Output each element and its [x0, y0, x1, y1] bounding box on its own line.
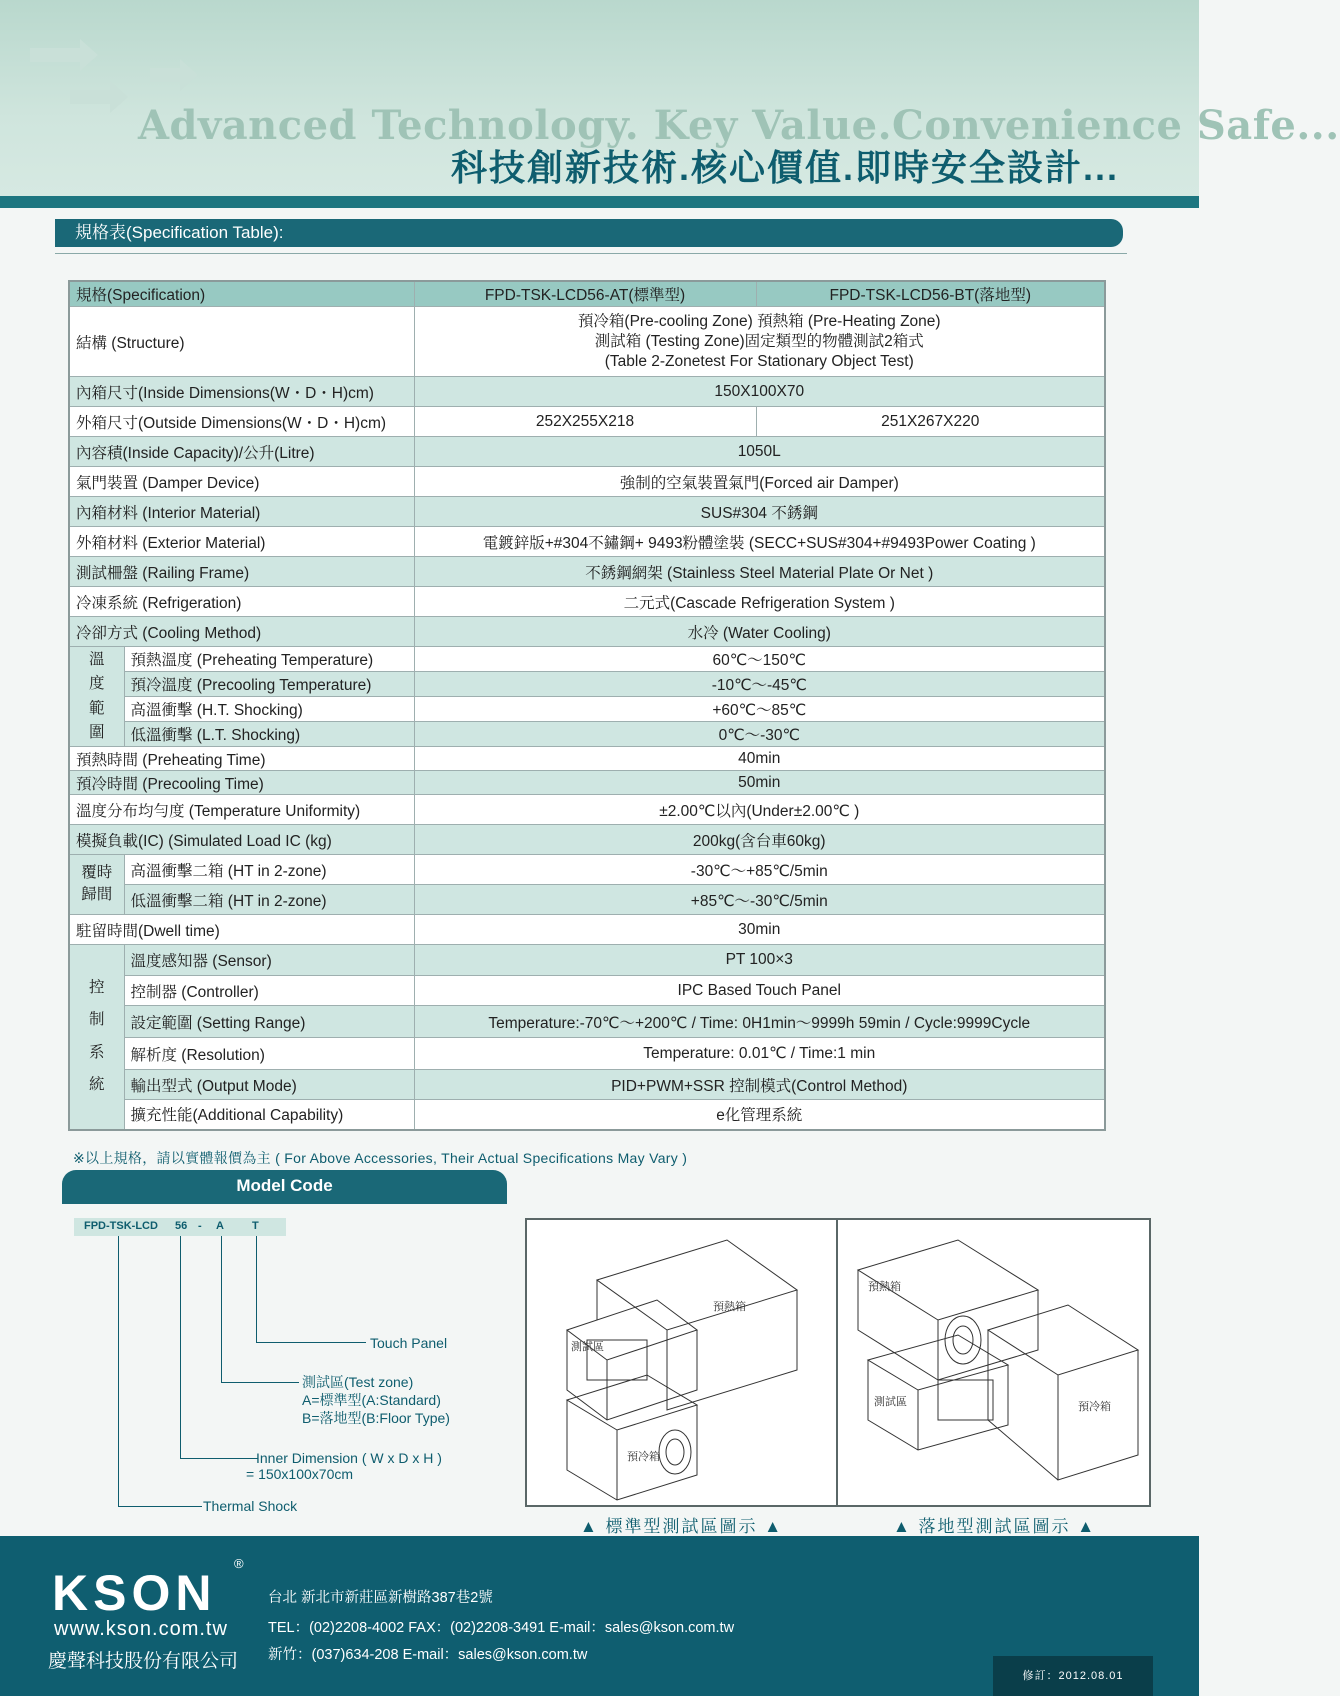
row-value: PID+PWM+SSR 控制模式(Control Method) [414, 1070, 1105, 1100]
spec-table [68, 280, 1106, 1131]
structure-line: (Table 2-Zonetest For Stationary Object Test) [604, 352, 914, 370]
row-label: 測試柵盤 (Railing Frame) [69, 557, 414, 587]
row-value: 40min [414, 747, 1105, 771]
table-header-cell: 規格(Specification) [69, 281, 414, 307]
touch-panel-label: Touch Panel [370, 1335, 448, 1351]
row-value: 60℃～150℃ [414, 647, 1105, 672]
model-code-zone: A [216, 1220, 224, 1232]
row-label: 冷卻方式 (Cooling Method) [69, 617, 414, 647]
row-value: 30min [414, 915, 1105, 945]
row-label: 解析度 (Resolution) [124, 1038, 414, 1070]
row-value: -30℃～+85℃/5min [414, 855, 1105, 885]
table-row [69, 587, 1105, 617]
row-label: 設定範圍 (Setting Range) [124, 1006, 414, 1038]
banner-english-slogan: Advanced Technology. Key Value.Convenience Safe... [138, 102, 1340, 149]
address-line: 台北 新北市新莊區新樹路387巷2號 [268, 1590, 493, 1606]
structure-line: 預冷箱(Pre-cooling Zone) 預熱箱 (Pre-Heating Zone) [577, 312, 941, 330]
divider [62, 1202, 507, 1204]
row-value: 0℃～-30℃ [414, 722, 1105, 747]
row-label: 高溫衝擊 (H.T. Shocking) [124, 697, 414, 722]
control-group-text: 控制系統 [89, 978, 105, 1094]
standard-caption: ▲ 標準型測試區圖示 ▲ [580, 1517, 784, 1536]
table-row [69, 697, 1105, 722]
row-label: 結構 (Structure) [69, 307, 414, 377]
row-value: 水冷 (Water Cooling) [414, 617, 1105, 647]
table-row [69, 915, 1105, 945]
leader-line [221, 1382, 299, 1383]
table-row [69, 945, 1105, 976]
spec-section-title: 規格表(Specification Table): [55, 219, 1123, 247]
row-value: 1050L [414, 437, 1105, 467]
leader-line [118, 1506, 202, 1507]
leader-line [256, 1342, 366, 1343]
table-header-cell: FPD-TSK-LCD56-BT(落地型) [756, 281, 1105, 307]
row-label: 氣門裝置 (Damper Device) [69, 467, 414, 497]
model-code-title: Model Code [62, 1170, 507, 1202]
floor-label-preheat: 預熱箱 [868, 1281, 901, 1293]
banner-chinese-slogan: 科技創新技術.核心價值.即時安全設計... [450, 147, 1119, 188]
leader-line [118, 1236, 119, 1506]
row-value: +60℃～85℃ [414, 697, 1105, 722]
row-label: 外箱材料 (Exterior Material) [69, 527, 414, 557]
model-code-size: 56 [175, 1220, 188, 1232]
row-value: 二元式(Cascade Refrigeration System ) [414, 587, 1105, 617]
leader-line [256, 1236, 257, 1342]
table-row [69, 647, 1105, 672]
table-row [69, 1100, 1105, 1130]
thermal-shock-label: Thermal Shock [203, 1498, 298, 1514]
row-value: 50min [414, 771, 1105, 795]
row-label: 模擬負載(IC) (Simulated Load IC (kg) [69, 825, 414, 855]
contact-line: TEL：(02)2208-4002 FAX：(02)2208-3491 E-mail：sales@kson.com.tw [268, 1620, 735, 1636]
floor-label-precool: 預冷箱 [1078, 1401, 1111, 1413]
inner-dimension-value: = 150x100x70cm [246, 1466, 354, 1482]
model-code-dash: - [198, 1220, 202, 1232]
table-row [69, 885, 1105, 915]
table-row [69, 771, 1105, 795]
website-link[interactable]: www.kson.com.tw [54, 1618, 228, 1640]
company-name: 慶聲科技股份有限公司 [48, 1651, 239, 1672]
row-value: 251X267X220 [756, 407, 1105, 437]
leader-line [221, 1236, 222, 1382]
test-zone-a-label: A=標準型(A:Standard) [302, 1392, 441, 1408]
floor-label-test: 測試區 [874, 1396, 907, 1408]
temp-range-group-text: 溫度範圍 [89, 651, 105, 741]
table-row [69, 795, 1105, 825]
divider [55, 253, 1127, 254]
table-row [69, 1038, 1105, 1070]
banner-stripe [0, 196, 1199, 208]
revision-badge: 修訂：2012.08.01 [993, 1656, 1153, 1696]
table-row [69, 467, 1105, 497]
inner-dimension-label: Inner Dimension ( W x D x H ) [256, 1450, 442, 1466]
arrow-decoration-icon [150, 68, 180, 82]
row-label: 高溫衝擊二箱 (HT in 2-zone) [124, 855, 414, 885]
row-value: 不銹鋼網架 (Stainless Steel Material Plate Or Net ) [414, 557, 1105, 587]
standard-test-zone-drawing [525, 1218, 839, 1507]
row-label: 低溫衝擊二箱 (HT in 2-zone) [124, 885, 414, 915]
leader-line [180, 1236, 181, 1458]
row-value: 電鍍鋅版+#304不鏽鋼+ 9493粉體塗裝 (SECC+SUS#304+#9493Power Coating ) [414, 527, 1105, 557]
row-label: 溫度感知器 (Sensor) [124, 945, 414, 976]
row-value: 252X255X218 [414, 407, 756, 437]
row-value: IPC Based Touch Panel [414, 976, 1105, 1006]
table-row [69, 855, 1105, 885]
row-label: 擴充性能(Additional Capability) [124, 1100, 414, 1130]
row-label: 預熱時間 (Preheating Time) [69, 747, 414, 771]
row-label: 外箱尺寸(Outside Dimensions(W・D・H)cm) [69, 407, 414, 437]
row-label: 內箱材料 (Interior Material) [69, 497, 414, 527]
row-value: Temperature:-70℃～+200℃ / Time: 0H1min～9999h 59min / Cycle:9999Cycle [414, 1006, 1105, 1038]
row-label: 輸出型式 (Output Mode) [124, 1070, 414, 1100]
model-code-prefix: FPD-TSK-LCD [84, 1220, 158, 1232]
table-row [69, 437, 1105, 467]
row-label: 溫度分布均勻度 (Temperature Uniformity) [69, 795, 414, 825]
row-value: e化管理系統 [414, 1100, 1105, 1130]
std-label-test: 測試區 [571, 1341, 604, 1353]
row-value: ±2.00℃以內(Under±2.00℃ ) [414, 795, 1105, 825]
table-row [69, 722, 1105, 747]
row-label: 低溫衝擊 (L.T. Shocking) [124, 722, 414, 747]
row-value: 200kg(含台車60kg) [414, 825, 1105, 855]
row-value: SUS#304 不銹鋼 [414, 497, 1105, 527]
table-row [69, 976, 1105, 1006]
test-zone-b-label: B=落地型(B:Floor Type) [302, 1410, 450, 1426]
row-value [414, 307, 1105, 377]
row-value: PT 100×3 [414, 945, 1105, 976]
table-row [69, 527, 1105, 557]
control-group-label [69, 945, 124, 1130]
row-label: 內容積(Inside Capacity)/公升(Litre) [69, 437, 414, 467]
std-label-preheat: 預熱箱 [713, 1301, 746, 1313]
row-label: 冷凍系統 (Refrigeration) [69, 587, 414, 617]
row-label: 駐留時間(Dwell time) [69, 915, 414, 945]
footer [0, 1536, 1199, 1696]
floor-test-zone-drawing [836, 1218, 1151, 1507]
table-row [69, 377, 1105, 407]
leader-line [180, 1458, 258, 1459]
table-row [69, 497, 1105, 527]
table-row [69, 617, 1105, 647]
table-row [69, 825, 1105, 855]
table-row [69, 307, 1105, 377]
table-row [69, 672, 1105, 697]
row-label: 內箱尺寸(Inside Dimensions(W・D・H)cm) [69, 377, 414, 407]
row-label: 控制器 (Controller) [124, 976, 414, 1006]
table-row [69, 747, 1105, 771]
table-row [69, 407, 1105, 437]
row-value: 150X100X70 [414, 377, 1105, 407]
arrow-decoration-icon [30, 48, 80, 62]
temp-range-group-label [69, 647, 124, 747]
row-value: -10℃～-45℃ [414, 672, 1105, 697]
row-label: 預熱溫度 (Preheating Temperature) [124, 647, 414, 672]
test-zone-label: 測試區(Test zone) [302, 1374, 414, 1390]
standard-drawing-svg [527, 1220, 837, 1505]
recovery-group-text: 覆時歸間 [81, 864, 113, 903]
structure-line: 測試箱 (Testing Zone)固定類型的物體測試2箱式 [594, 332, 924, 350]
row-label: 預冷時間 (Precooling Time) [69, 771, 414, 795]
table-row [69, 557, 1105, 587]
spec-note: ※以上規格，請以實體報價為主 ( For Above Accessories, Their Actual Specifications May Vary ) [73, 1150, 688, 1166]
recovery-group-label [69, 855, 124, 915]
model-code-panel: T [252, 1220, 259, 1232]
table-row [69, 1070, 1105, 1100]
arrow-decoration-icon [70, 90, 110, 104]
kson-logo: KSON [52, 1565, 217, 1621]
hsinchu-line: 新竹：(037)634-208 E-mail：sales@kson.com.tw [268, 1647, 588, 1663]
registered-mark: ® [234, 1556, 244, 1571]
row-value: 強制的空氣裝置氣門(Forced air Damper) [414, 467, 1105, 497]
table-row [69, 1006, 1105, 1038]
floor-caption: ▲ 落地型測試區圖示 ▲ [893, 1517, 1097, 1536]
row-label: 預冷溫度 (Precooling Temperature) [124, 672, 414, 697]
std-label-precool: 預冷箱 [627, 1451, 660, 1463]
row-value: Temperature: 0.01℃ / Time:1 min [414, 1038, 1105, 1070]
table-header-row [69, 281, 1105, 307]
floor-drawing-svg [838, 1220, 1149, 1505]
table-header-cell: FPD-TSK-LCD56-AT(標準型) [414, 281, 756, 307]
row-value: +85℃～-30℃/5min [414, 885, 1105, 915]
header-banner [0, 0, 1340, 196]
